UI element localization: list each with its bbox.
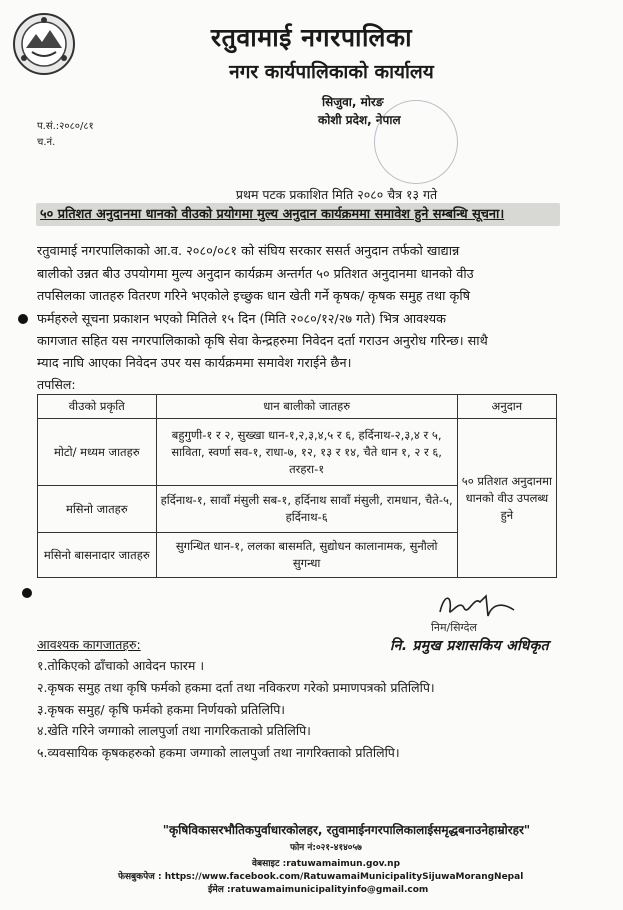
table-cell: मसिनो बासनादार जातहरु bbox=[38, 533, 157, 578]
punch-hole-icon bbox=[22, 588, 32, 598]
signature-scribble-icon bbox=[430, 590, 520, 622]
notice-subject-text: ५० प्रतिशत अनुदानमा धानको वीउको प्रयोगमा मुल्य अनुदान कार्यक्रममा समावेश हुने सम्बन्धि सूचना। bbox=[40, 207, 505, 222]
body-line: तपसिलका जातहरु वितरण गरिने भएकोले इच्छुक धान खेती गर्ने कृषक/ कृषक समुह तथा कृषि bbox=[37, 289, 471, 304]
table-header: धान बालीको जातहरु bbox=[156, 395, 457, 419]
table-cell: बहुगुणी-१ र २, सुख्खा धान-१,२,३,४,५ र ६, हर्दिनाथ-२,३,४ र ५, साविता, स्वर्णा सव-१, राधा-७, १२, १३ र १४, चैते धान १, २ र ६, तरहरा-१ bbox=[156, 419, 457, 486]
details-label: तपसिल: bbox=[37, 377, 76, 392]
body-line: फर्महरुले सूचना प्रकाशन भएको मितिले १५ दिन (मिति २०८०/१२/२७ गते) भित्र आवश्यक bbox=[37, 312, 446, 327]
body-line: बालीको उन्नत बीउ उपयोगमा मुल्य अनुदान कार्यक्रम अन्तर्गत ५० प्रतिशत अनुदानमा धानको वीउ bbox=[37, 267, 474, 282]
document-item: ५.व्यवसायिक कृषकहरुको हकमा जग्गाको लालपुर्जा तथा नागरिक्ताको प्रतिलिपि। bbox=[37, 745, 400, 760]
document-item: १.तोकिएको ढाँचाको आवेदन फारम । bbox=[37, 658, 205, 673]
office-seal-stamp-icon bbox=[374, 100, 458, 184]
document-item: २.कृषक समुह तथा कृषि फर्मको हकमा दर्ता तथा नविकरण गरेको प्रमाणपत्रको प्रतिलिपि। bbox=[37, 680, 435, 695]
published-date: प्रथम पटक प्रकाशित मिति २०८० चैत्र १३ गते bbox=[235, 187, 438, 202]
office-subtitle: नगर कार्यपालिकाको कार्यालय bbox=[229, 61, 434, 83]
address-line-1: सिजुवा, मोरङ bbox=[322, 95, 384, 109]
table-cell: सुगन्धित धान-१, ललका बासमति, सुद्योधन कालानामक, सुनौलो सुगन्धा bbox=[156, 533, 457, 578]
table-header: वीउको प्रकृति bbox=[38, 395, 157, 419]
table-cell: मोटो/ मध्यम जातहरु bbox=[38, 419, 157, 486]
signatory-designation: नि. प्रमुख प्रशासकिय अधिकृत bbox=[390, 638, 549, 654]
footer-facebook: फेसबुकपेज : https://www.facebook.com/RatuwamaiMunicipalitySijuwaMorangNepal bbox=[118, 872, 524, 882]
municipality-title: रतुवामाई नगरपालिका bbox=[210, 23, 413, 52]
reference-number: प.सं.:२०८०/८१ bbox=[37, 121, 94, 132]
signatory-name: निम/सिग्देल bbox=[431, 621, 477, 634]
address-line-2: कोशी प्रदेश, नेपाल bbox=[318, 113, 401, 127]
seed-variety-table bbox=[37, 394, 557, 578]
dispatch-number: च.नं. bbox=[37, 137, 56, 148]
body-line: कागजात सहित यस नगरपालिकाको कृषि सेवा केन्द्रहरुमा निवेदन दर्ता गराउन अनुरोध गरिन्छ। साथै bbox=[37, 334, 488, 349]
table-header: अनुदान bbox=[457, 395, 556, 419]
footer-slogan: "कृषिविकासरभौतिकपुर्वाधारकोलहर, रतुवामाईनगरपालिकालाईसमृद्धबनाउनेहाम्रोरहर" bbox=[162, 823, 531, 837]
footer-website: वेबसाइट :ratuwamaimun.gov.np bbox=[252, 859, 401, 869]
footer-email: ईमेल :ratuwamaimunicipalityinfo@gmail.com bbox=[208, 885, 429, 895]
grant-cell: ५० प्रतिशत अनुदानमा धानको वीउ उपलब्ध हुने bbox=[457, 419, 556, 578]
required-documents-heading: आवश्यक कागजातहरु: bbox=[37, 637, 141, 652]
table-cell: हर्दिनाथ-१, सावाँ मंसुली सब-१, हर्दिनाथ सावाँ मंसुली, रामधान, चैते-५, हर्दिनाथ-६ bbox=[156, 486, 457, 533]
footer-phone: फोन नं:०२१-४१४०५७ bbox=[290, 843, 362, 853]
table-cell: मसिनो जातहरु bbox=[38, 486, 157, 533]
body-line: रतुवामाई नगरपालिकाको आ.व. २०८०/०८१ को संघिय सरकार ससर्त अनुदान तर्फको खाद्यान्न bbox=[37, 244, 460, 259]
notice-subject bbox=[36, 203, 560, 226]
punch-hole-icon bbox=[18, 314, 28, 324]
document-item: ४.खेति गरिने जग्गाको लालपुर्जा तथा नागरिकताको प्रतिलिपि। bbox=[37, 723, 311, 738]
document-item: ३.कृषक समुह/ कृषि फर्मको हकमा निर्णयको प्रतिलिपि। bbox=[37, 702, 286, 717]
table-row bbox=[38, 419, 557, 486]
body-line: म्याद नाघि आएका निवेदन उपर यस कार्यक्रममा समावेश गराईने छैन। bbox=[37, 356, 352, 371]
